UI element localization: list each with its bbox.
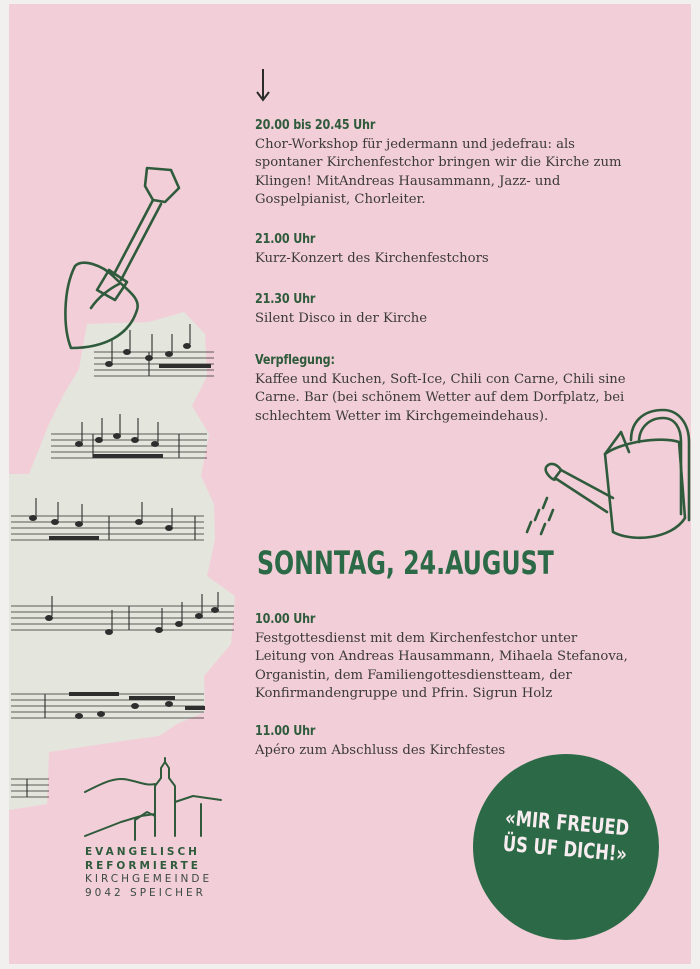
flyer-page (9, 4, 691, 964)
event-time: 20.00 bis 20.45 Uhr (255, 118, 376, 133)
sunday-heading: SONNTAG, 24.AUGUST (257, 544, 554, 582)
org-line-2: REFORMIERTE (85, 859, 201, 872)
shovel-icon (53, 158, 193, 358)
welcome-badge-text: «MIR FREUED ÜS UF DICH!» (501, 805, 631, 867)
org-line-4: 9042 SPEICHER (85, 886, 206, 899)
welcome-badge (473, 754, 659, 940)
event-time: 10.00 Uhr (255, 612, 316, 627)
event-kurz-konzert (255, 232, 655, 268)
event-description: Chor-Workshop für jedermann und jedefrau: als spontaner Kirchenfestchor bringen wir die Kirche zum Klingen! MitAndreas Hausammann, Jazz- und Gospelpianist, Chorleiter. (255, 137, 622, 207)
org-line-1: EVANGELISCH (85, 846, 200, 858)
event-chor-workshop (255, 118, 655, 209)
organisation-name (85, 846, 212, 900)
event-description: Apéro zum Abschluss des Kirchfestes (255, 743, 506, 758)
event-description: Kurz-Konzert des Kirchenfestchors (255, 251, 489, 266)
event-description: Festgottesdienst mit dem Kirchenfestchor unter Leitung von Andreas Hausammann, Mihaela Stefanova, Organistin, dem Familiengottesdienstteam, der Konfirmandengruppe und Pfrin. Sigrun Holz (255, 631, 628, 701)
watering-can-icon (521, 402, 691, 552)
event-description: Silent Disco in der Kirche (255, 311, 428, 326)
event-time: 21.00 Uhr (255, 232, 316, 247)
event-silent-disco (255, 292, 655, 328)
event-festgottesdienst (255, 612, 655, 703)
village-skyline-icon (81, 756, 231, 846)
event-apero (255, 724, 655, 760)
catering-description: Kaffee und Kuchen, Soft-Ice, Chili con Carne, Chili sine Carne. Bar (bei schönem Wetter auf dem Dorfplatz, bei schlechtem Wetter im Kirchgemeindehaus). (255, 372, 626, 424)
event-time: 11.00 Uhr (255, 724, 316, 739)
event-time: 21.30 Uhr (255, 292, 316, 307)
arrow-down-icon (256, 68, 270, 102)
sheet-music-illustration (9, 4, 249, 824)
catering-heading: Verpflegung: (255, 353, 335, 368)
org-line-3: KIRCHGEMEINDE (85, 873, 213, 885)
